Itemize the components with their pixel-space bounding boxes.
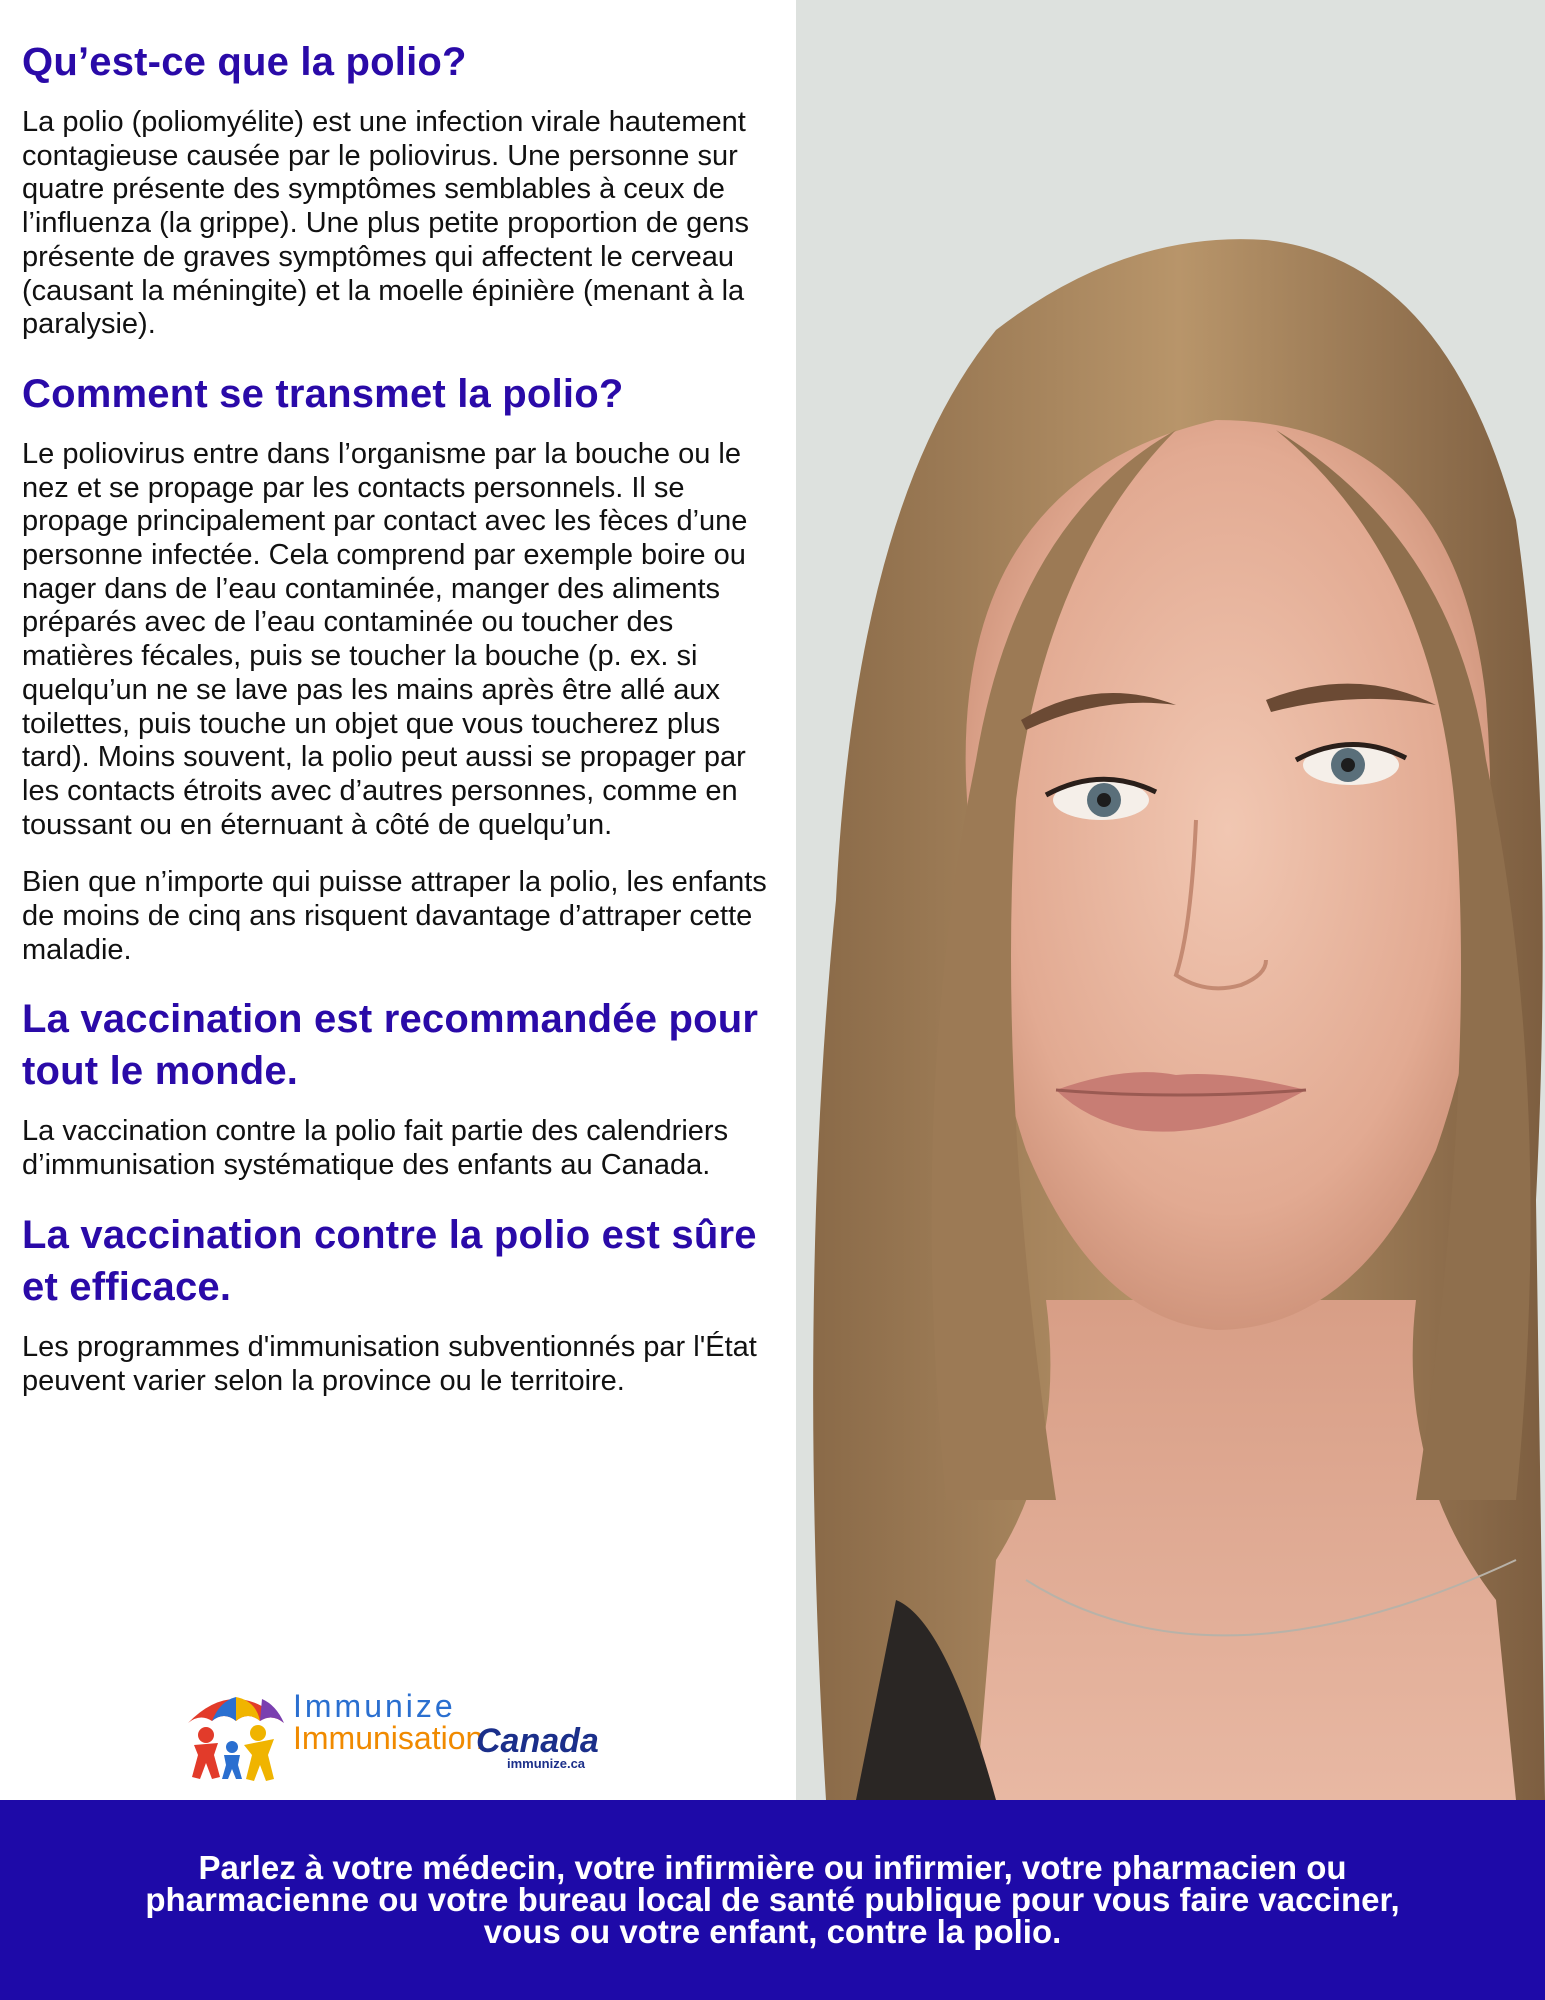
- heading-what-is-polio: Qu’est-ce que la polio?: [22, 40, 467, 84]
- logo-text-immunize: Immunize: [293, 1688, 456, 1724]
- logo-text-immunisation: Immunisation: [293, 1720, 484, 1756]
- paragraph-vaccination-schedule: La vaccination contre la polio fait partie des calendriers d’immunisation systématique des enfants au Canada.: [22, 1115, 729, 1182]
- woman-portrait-illustration: [796, 0, 1545, 1800]
- immunize-canada-logo[interactable]: [180, 1683, 600, 1783]
- paragraph-what-is-polio: La polio (poliomyélite) est une infection virale hautement contagieuse causée par le poliovirus. Une personne sur quatre présente des symptômes semblables à ceux de l’influenza (la grippe). Une plus petite proportion de gens présente de graves symptômes qui affectent le cerveau (causant la méningite) et la moelle épinière (menant à la paralysie).: [22, 106, 750, 341]
- section-what-is-polio: [22, 36, 786, 342]
- heading-vaccine-safe: La vaccination contre la polio est sûre et efficace.: [22, 1212, 757, 1309]
- text-column: [0, 0, 796, 1800]
- paragraph-transmission: Le poliovirus entre dans l’organisme par la bouche ou le nez et se propage par les contacts personnels. Il se propage principalement par contact avec les fèces d’une personne infectée. Cela comprend par exemple boire ou nager dans de l’eau contaminée, manger des aliments préparés avec de l’eau contaminée ou toucher des matières fécales, puis se toucher la bouche (p. ex. si quelqu’un ne se lave pas les mains après être allé aux toilettes, puis touche un objet que vous toucherez plus tard). Moins souvent, la polio peut aussi se propager par les contacts étroits avec d’autres personnes, comme en toussant ou en éternuant à côté de quelqu’un.: [22, 437, 748, 841]
- section-transmission: [22, 368, 786, 968]
- paragraph-programs-vary: Les programmes d'immunisation subventionnés par l'État peuvent varier selon la province ou le territoire.: [22, 1330, 757, 1397]
- banner-text: Parlez à votre médecin, votre infirmière ou infirmier, votre pharmacien ou pharmacienne ou votre bureau local de santé publique pour vous faire vacciner, vous ou votre enfant, contre la polio.: [145, 1849, 1400, 1950]
- call-to-action-banner: [0, 1800, 1545, 2000]
- umbrella-family-icon: [180, 1683, 290, 1783]
- paragraph-risk-children: Bien que n’importe qui puisse attraper la polio, les enfants de moins de cinq ans risquent davantage d’attraper cette maladie.: [22, 866, 767, 966]
- portrait-photo: [796, 0, 1545, 1800]
- section-vaccine-safe: [22, 1209, 786, 1398]
- heading-vaccination-recommended: La vaccination est recommandée pour tout le monde.: [22, 997, 759, 1094]
- logo-text-canada: Canada: [476, 1722, 599, 1760]
- logo-text-url: immunize.ca: [507, 1756, 586, 1771]
- section-vaccination-recommended: [22, 993, 786, 1182]
- heading-transmission: Comment se transmet la polio?: [22, 371, 624, 416]
